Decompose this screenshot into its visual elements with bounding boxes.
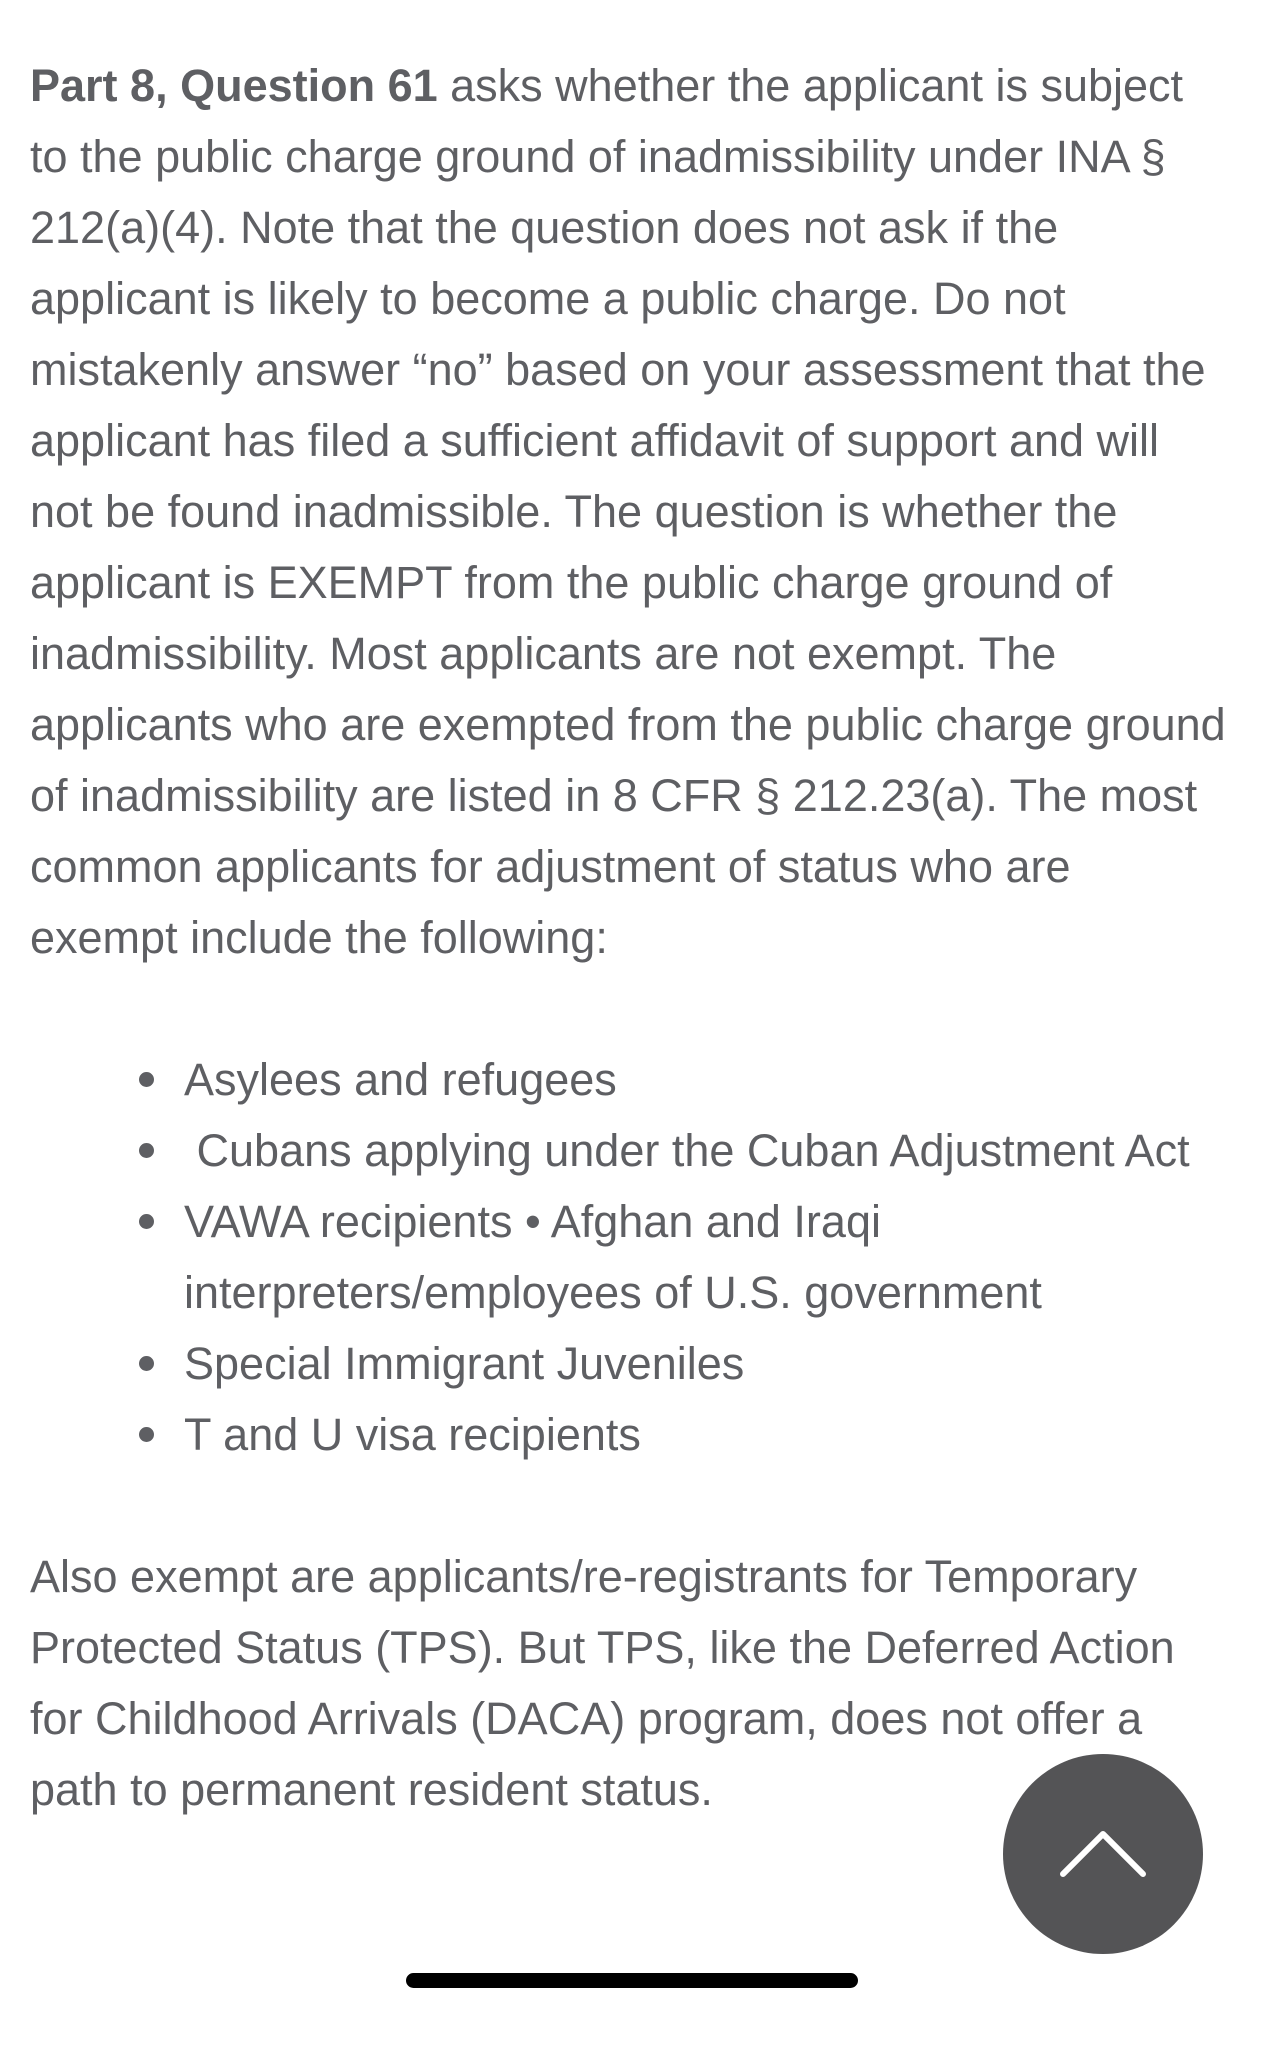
list-item-text: Cubans applying under the Cuban Adjustment Act <box>184 1125 1190 1176</box>
bullet-icon <box>139 1214 154 1229</box>
list-item-text: Asylees and refugees <box>184 1054 617 1105</box>
bullet-icon <box>139 1143 154 1158</box>
list-item <box>184 1115 1230 1186</box>
exempt-applicants-list <box>30 1044 1230 1470</box>
bullet-icon <box>139 1072 154 1087</box>
home-indicator[interactable] <box>406 1973 858 1988</box>
list-item-text: Special Immigrant Juveniles <box>184 1338 745 1389</box>
intro-paragraph <box>30 50 1230 973</box>
closing-paragraph: Also exempt are applicants/re-registrants for Temporary Protected Status (TPS). But TPS, like the Deferred Action for Childhood Arrivals (DACA) program, does not offer a path to permanent resident status. <box>30 1551 1175 1815</box>
bullet-icon <box>139 1427 154 1442</box>
list-item-text: VAWA recipients • Afghan and Iraqi interpreters/employees of U.S. government <box>184 1196 1042 1318</box>
list-item <box>184 1044 1230 1115</box>
chevron-up-icon <box>1003 1754 1203 1954</box>
intro-text: asks whether the applicant is subject to the public charge ground of inadmissibility under INA § 212(a)(4). Note that the question does not ask if the applicant is likely to become a public charge. Do not mistakenly answer “no” based on your assessment that the applicant has filed a sufficient affidavit of support and will not be found inadmissible. The question is whether the applicant is EXEMPT from the public charge ground of inadmissibility. Most applicants are not exempt. The applicants who are exempted from the public charge ground of inadmissibility are listed in 8 CFR § 212.23(a). The most common applicants for adjustment of status who are exempt include the following: <box>30 60 1226 963</box>
scroll-to-top-button[interactable] <box>1003 1754 1203 1954</box>
question-reference: Part 8, Question 61 <box>30 60 438 111</box>
list-item <box>184 1328 1230 1399</box>
bullet-icon <box>139 1356 154 1371</box>
list-item <box>184 1186 1230 1328</box>
list-item-text: T and U visa recipients <box>184 1409 641 1460</box>
list-item <box>184 1399 1230 1470</box>
article-body <box>30 50 1230 1825</box>
